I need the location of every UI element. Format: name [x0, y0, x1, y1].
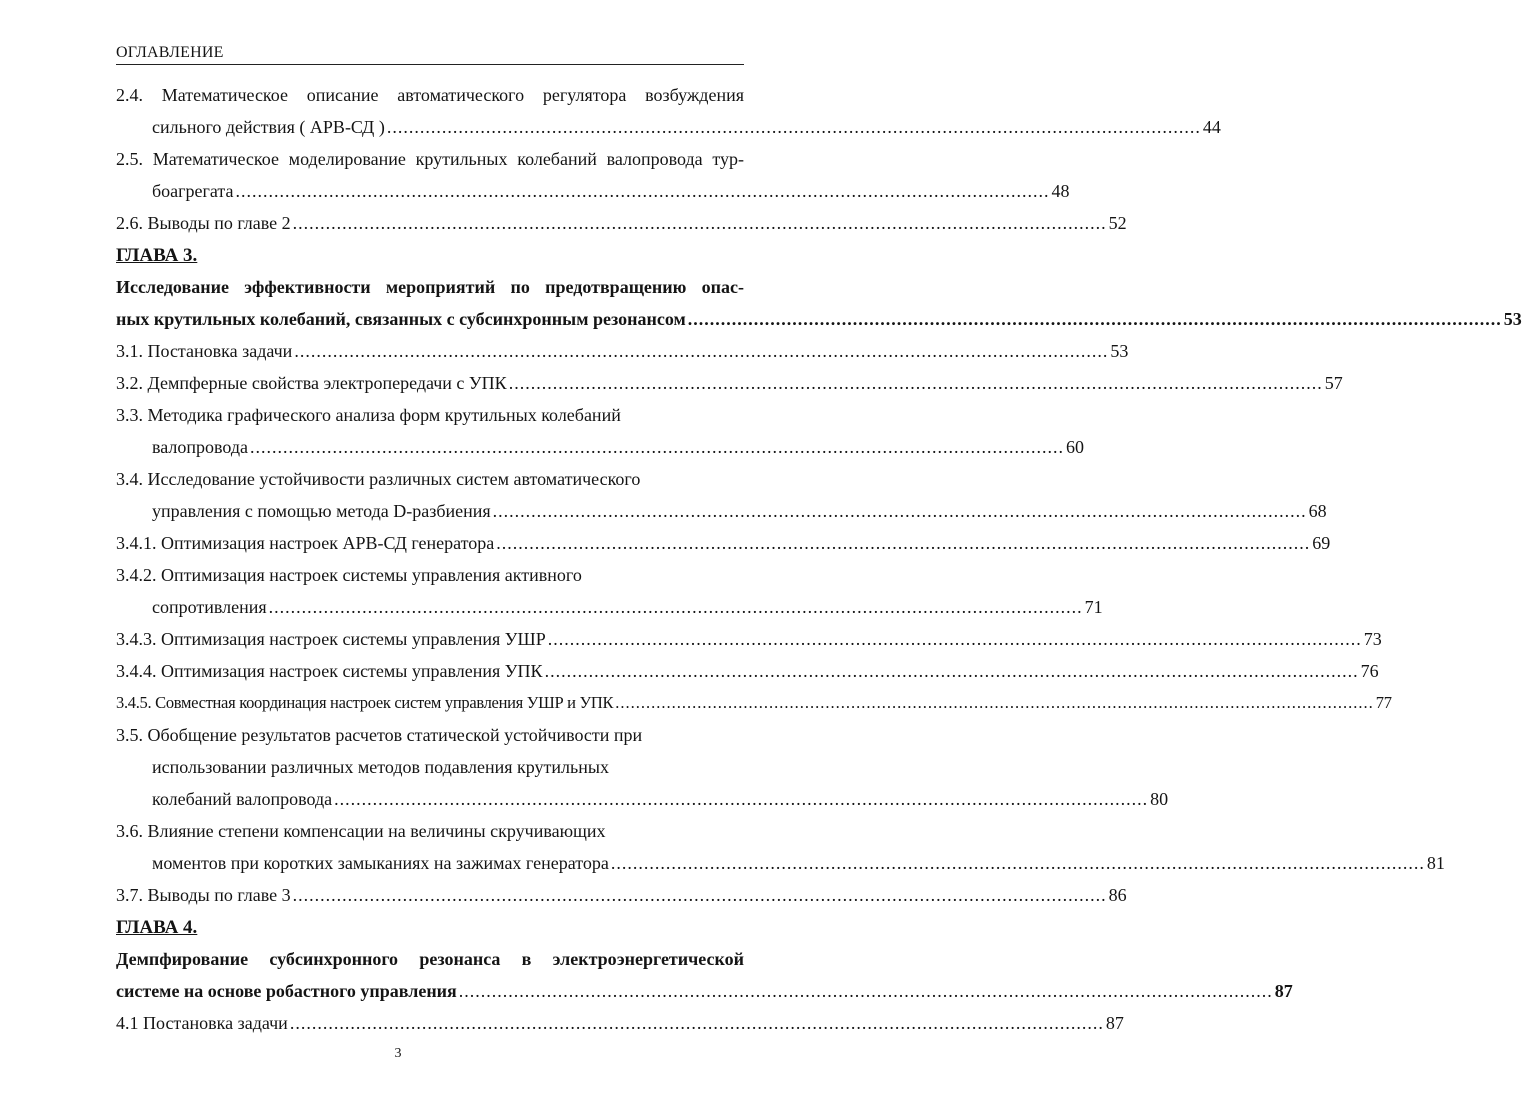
toc-line	[116, 372, 1343, 394]
toc-page-number: 76	[1360, 661, 1379, 681]
page-number: 3	[394, 1046, 402, 1061]
dot-leader: ....................................................................................................................................................	[289, 1013, 1104, 1033]
toc-text: сильного действия ( АРВ-СД )	[152, 117, 385, 137]
toc-text: колебаний валопровода	[152, 789, 333, 809]
dot-leader: ....................................................................................................................................................	[294, 341, 1109, 361]
toc-page-number: 53	[1110, 341, 1129, 361]
toc-text: использовании различных методов подавления крутильных	[152, 757, 609, 777]
toc-line	[152, 116, 1221, 138]
toc-line	[116, 308, 1522, 330]
dot-leader: ....................................................................................................................................................	[610, 853, 1425, 873]
toc-text: 2.6. Выводы по главе 2	[116, 213, 291, 233]
toc-text: валопровода	[152, 437, 249, 457]
toc-page-number: 68	[1308, 501, 1327, 521]
toc-line	[152, 852, 1445, 874]
toc-text: ных крутильных колебаний, связанных с субсинхронным резонансом	[116, 309, 686, 329]
toc-text: 3.7. Выводы по главе 3	[116, 885, 291, 905]
toc-line	[116, 340, 1129, 362]
toc-text: 3.6. Влияние степени компенсации на величины скручивающих	[116, 821, 606, 841]
dot-leader: ....................................................................................................................................................	[496, 533, 1311, 553]
toc-text: 2.4. Математическое описание автоматического регулятора возбуждения	[116, 85, 744, 105]
toc-text: 4.1 Постановка задачи	[116, 1013, 288, 1033]
toc-line	[116, 660, 1379, 682]
toc-text: Исследование эффективности мероприятий по предотвращению опас-	[116, 277, 744, 297]
toc-line	[116, 532, 1331, 554]
dot-leader: ....................................................................................................................................................	[235, 181, 1050, 201]
toc-page-number: 81	[1426, 853, 1445, 873]
toc-line	[116, 628, 1382, 650]
toc-line	[116, 148, 744, 170]
toc-page-number: 57	[1324, 373, 1343, 393]
dot-leader: ....................................................................................................................................................	[386, 117, 1201, 137]
toc-line	[116, 212, 1127, 234]
toc-text: сопротивления	[152, 597, 267, 617]
chapter-title: ГЛАВА 3.	[116, 245, 198, 266]
toc-text: моментов при коротких замыканиях на зажимах генератора	[152, 853, 609, 873]
dot-leader: ....................................................................................................................................................	[292, 213, 1107, 233]
toc-text: 3.4.5. Совместная координация настроек систем управления УШР и УПК	[116, 693, 614, 712]
toc-line	[152, 788, 1169, 810]
toc-line	[116, 820, 744, 842]
dot-leader: ....................................................................................................................................................	[547, 629, 1362, 649]
page-header: ОГЛАВЛЕНИЕ	[116, 44, 224, 61]
toc-text: системе на основе робастного управления	[116, 981, 457, 1001]
dot-leader: ....................................................................................................................................................	[250, 437, 1065, 457]
toc-text: 3.3. Методика графического анализа форм крутильных колебаний	[116, 405, 621, 425]
toc-text: 2.5. Математическое моделирование крутильных колебаний валопровода тур-	[116, 149, 744, 169]
dot-leader: ....................................................................................................................................................	[292, 885, 1107, 905]
toc-page-number: 87	[1274, 981, 1293, 1001]
toc-line	[116, 1012, 1124, 1034]
toc-text: 3.4.1. Оптимизация настроек АРВ-СД генератора	[116, 533, 495, 553]
dot-leader: ....................................................................................................................................................	[334, 789, 1149, 809]
toc-page-number: 77	[1375, 693, 1392, 712]
toc-text: 3.4.4. Оптимизация настроек системы управления УПК	[116, 661, 543, 681]
toc-text: Демпфирование субсинхронного резонанса в электроэнергетической	[116, 949, 744, 969]
toc-line	[152, 436, 1085, 458]
toc-page-number: 71	[1084, 597, 1103, 617]
dot-leader: ....................................................................................................................................................	[544, 661, 1359, 681]
toc-line	[116, 276, 744, 298]
toc-line	[116, 948, 744, 970]
toc-page-number: 52	[1108, 213, 1127, 233]
toc-page-number: 86	[1108, 885, 1127, 905]
toc-line	[116, 980, 1293, 1002]
toc-page-number: 69	[1312, 533, 1331, 553]
header-rule	[116, 64, 744, 65]
toc-page-number: 87	[1105, 1013, 1124, 1033]
toc-page-number: 60	[1066, 437, 1085, 457]
toc-page-number: 48	[1051, 181, 1070, 201]
toc-text: 3.1. Постановка задачи	[116, 341, 293, 361]
toc-text: 3.2. Демпферные свойства электропередачи с УПК	[116, 373, 507, 393]
chapter-heading	[116, 916, 744, 939]
toc-line	[116, 884, 1127, 906]
toc-text: 3.4.2. Оптимизация настроек системы управления активного	[116, 565, 582, 585]
toc-text: 3.5. Обобщение результатов расчетов статической устойчивости при	[116, 725, 643, 745]
dot-leader: ....................................................................................................................................................	[508, 373, 1323, 393]
toc-page-number: 44	[1202, 117, 1221, 137]
dot-leader: ....................................................................................................................................................	[615, 693, 1374, 712]
toc-page-number: 73	[1363, 629, 1382, 649]
toc-line	[116, 84, 744, 106]
toc-line	[116, 564, 744, 586]
toc-text: управления с помощью метода D-разбиения	[152, 501, 491, 521]
chapter-heading	[116, 244, 744, 267]
toc-page-number: 53	[1503, 309, 1522, 329]
toc-text: 3.4.3. Оптимизация настроек системы управления УШР	[116, 629, 546, 649]
dot-leader: ....................................................................................................................................................	[268, 597, 1083, 617]
toc-text: 3.4. Исследование устойчивости различных систем автоматического	[116, 469, 641, 489]
toc-text: боагрегата	[152, 181, 234, 201]
toc-line	[116, 724, 744, 746]
toc-line	[152, 596, 1103, 618]
toc-line	[116, 468, 744, 490]
toc-line	[152, 180, 1070, 202]
dot-leader: ....................................................................................................................................................	[458, 981, 1273, 1001]
toc-page-number: 80	[1150, 789, 1169, 809]
dot-leader: ....................................................................................................................................................	[687, 309, 1502, 329]
toc-line	[152, 500, 1327, 522]
dot-leader: ....................................................................................................................................................	[492, 501, 1307, 521]
toc-line	[116, 404, 744, 426]
toc-line	[152, 756, 744, 778]
toc-line	[116, 692, 1392, 714]
chapter-title: ГЛАВА 4.	[116, 917, 198, 938]
